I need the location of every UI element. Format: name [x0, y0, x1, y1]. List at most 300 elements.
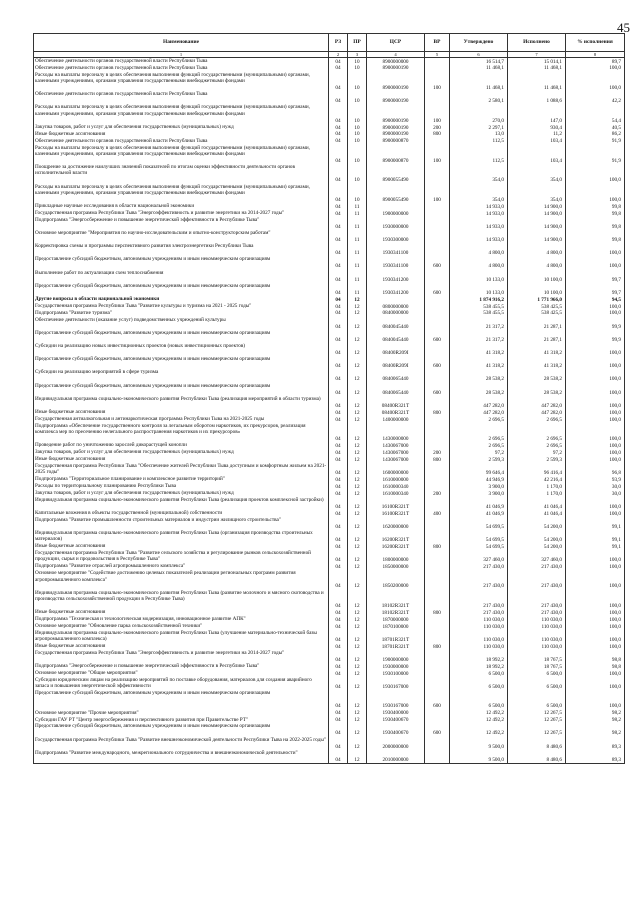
row-percent: 100,0 [566, 609, 625, 616]
row-executed: 2 696,5 [508, 416, 566, 423]
row-rz: 04 [329, 369, 348, 382]
row-approved: 14 933,0 [450, 203, 508, 210]
row-approved: 4 800,0 [450, 256, 508, 269]
row-executed: 28 538,2 [508, 383, 566, 396]
row-approved: 41 046,9 [450, 510, 508, 517]
row-executed: 217 430,0 [508, 563, 566, 570]
row-vr: 100 [425, 145, 450, 165]
row-approved: 110 030,0 [450, 616, 508, 623]
row-pr: 10 [348, 91, 367, 104]
row-name: Индивидуальная программа социально-экономического развития Республики Тыва (улучшение материально-технической базы агропромышленного комплекса) [34, 630, 329, 643]
table-row [34, 283, 625, 296]
header-pr: ПР [348, 34, 367, 52]
row-vr: 600 [425, 330, 450, 343]
row-name: Закупка товаров, работ и услуг для обеспечения государственных (муниципальных) нужд [34, 449, 329, 456]
row-name: Расходы на выплаты персоналу в целях обеспечения выполнения функций государственными (муниципальными) органами, казенными учреждениями, органами управления государственными внебюджетными фондами [34, 104, 329, 124]
row-executed: 12 267,5 [508, 723, 566, 736]
row-rz: 04 [329, 517, 348, 530]
row-approved: 97,2 [450, 449, 508, 456]
row-percent: 99,1 [566, 530, 625, 543]
row-csr: 8900000190 [367, 131, 425, 138]
row-csr: 16100R321T [367, 497, 425, 510]
row-vr [425, 270, 450, 283]
table-row [34, 723, 625, 736]
row-approved: 44 946,9 [450, 476, 508, 483]
row-executed: 217 430,0 [508, 609, 566, 616]
row-rz: 04 [329, 663, 348, 670]
row-csr: 1930000000 [367, 217, 425, 230]
table-row [34, 510, 625, 517]
row-percent: 96,8 [566, 463, 625, 476]
row-vr [425, 650, 450, 663]
row-executed: 447 282,0 [508, 396, 566, 409]
table-row [34, 230, 625, 243]
row-executed: 110 030,0 [508, 630, 566, 643]
row-csr: 0800000000 [367, 303, 425, 310]
row-name: Расходы на выплаты персоналу в целях обеспечения выполнения функций государственными (муниципальными) органами, казенными учреждениями, органами управления государственными внебюджетными фондами [34, 72, 329, 92]
table-row [34, 416, 625, 423]
row-approved: 447 282,0 [450, 409, 508, 416]
row-csr [367, 203, 425, 210]
row-name: Индивидуальная программа социально-экономического развития Республики Тыва (реализация мероприятий в области туризма) [34, 396, 329, 409]
row-pr: 11 [348, 230, 367, 243]
row-rz: 04 [329, 65, 348, 72]
table-row [34, 750, 625, 764]
row-csr: 1610000340 [367, 483, 425, 490]
row-csr: 8900000190 [367, 104, 425, 124]
row-name: Предоставление субсидий бюджетным, автономным учреждениям и иным некоммерческим организациям [34, 330, 329, 343]
row-vr [425, 396, 450, 409]
row-vr [425, 476, 450, 483]
row-approved: 14 933,0 [450, 210, 508, 217]
header-percent: % исполнения [566, 34, 625, 52]
row-pr: 12 [348, 550, 367, 563]
row-pr: 12 [348, 510, 367, 517]
row-rz: 04 [329, 677, 348, 690]
row-percent: 100,0 [566, 256, 625, 269]
row-approved: 447 282,0 [450, 396, 508, 409]
row-vr: 600 [425, 283, 450, 296]
row-executed: 8 480,6 [508, 737, 566, 750]
row-percent: 100,0 [566, 550, 625, 563]
row-pr: 12 [348, 463, 367, 476]
row-approved: 354,0 [450, 164, 508, 184]
row-pr: 12 [348, 517, 367, 530]
table-row [34, 710, 625, 717]
row-vr [425, 303, 450, 310]
row-percent: 100,0 [566, 416, 625, 423]
row-rz: 04 [329, 145, 348, 165]
row-approved: 217 430,0 [450, 590, 508, 610]
row-percent: 100,0 [566, 616, 625, 623]
row-vr [425, 750, 450, 764]
row-vr [425, 65, 450, 72]
row-vr [425, 497, 450, 510]
row-percent: 100,0 [566, 449, 625, 456]
row-rz: 04 [329, 449, 348, 456]
row-rz: 04 [329, 343, 348, 356]
row-vr [425, 230, 450, 243]
row-percent: 100,0 [566, 65, 625, 72]
row-pr: 12 [348, 543, 367, 550]
table-row [34, 643, 625, 650]
table-row [34, 210, 625, 217]
row-rz: 04 [329, 58, 348, 65]
row-name: Государственная программа Республики Тыва "Обеспечение жителей Республики Тыва доступным и комфортным жильем на 2021-2025 годы" [34, 463, 329, 476]
row-percent: 91,9 [566, 145, 625, 165]
row-name: Субсидии на реализацию новых инвестиционных проектов (новых инвестиционных проектов) [34, 343, 329, 356]
row-percent: 100,0 [566, 497, 625, 510]
row-rz: 04 [329, 643, 348, 650]
row-percent: 100,0 [566, 310, 625, 317]
table-row [34, 65, 625, 72]
row-percent: 99,8 [566, 203, 625, 210]
row-vr [425, 623, 450, 630]
row-pr: 11 [348, 256, 367, 269]
row-name: Основное мероприятие "Общие мероприятия" [34, 670, 329, 677]
row-approved: 18 992,2 [450, 663, 508, 670]
column-number: 8 [566, 52, 625, 58]
row-rz: 04 [329, 396, 348, 409]
row-name: Обеспечение деятельности органов государственной власти Республики Тыва [34, 138, 329, 145]
row-percent: 100,0 [566, 677, 625, 690]
row-csr: 08400R321T [367, 409, 425, 416]
row-csr: 0840065440 [367, 383, 425, 396]
row-name: Подпрограмма "Развитие промышленности строительных материалов и индустрии жилищного строительства" [34, 517, 329, 530]
row-percent: 100,0 [566, 690, 625, 710]
row-executed: 2 696,5 [508, 442, 566, 449]
row-name: Субсидии юридическим лицам на реализацию мероприятий по поставке оборудования, материалов для создания аварийного запаса и повышения энергетической эффективности [34, 677, 329, 690]
row-name: Предоставление субсидий бюджетным, автономным учреждениям и иным некоммерческим организациям [34, 723, 329, 736]
row-vr: 600 [425, 690, 450, 710]
row-name: Капитальные вложения в объекты государственной (муниципальной) собственности [34, 510, 329, 517]
row-csr: 08400R209I [367, 356, 425, 369]
column-number: 4 [367, 52, 425, 58]
row-rz: 04 [329, 303, 348, 310]
row-percent: 99,7 [566, 283, 625, 296]
row-vr: 100 [425, 72, 450, 92]
header-csr: ЦСР [367, 34, 425, 52]
row-executed: 103,4 [508, 138, 566, 145]
row-csr: 1930400670 [367, 717, 425, 724]
row-csr: 1610000000 [367, 476, 425, 483]
row-percent: 100,0 [566, 643, 625, 650]
row-pr: 12 [348, 317, 367, 330]
table-row [34, 449, 625, 456]
row-vr [425, 677, 450, 690]
row-executed: 15 014,1 [508, 58, 566, 65]
row-name: Государственная программа Республики Тыва "Развитие внешнеэкономической деятельности Республики Тыва на 2022-2025 годы" [34, 737, 329, 750]
row-vr [425, 530, 450, 543]
table-row [34, 590, 625, 610]
row-rz: 04 [329, 203, 348, 210]
row-vr: 800 [425, 409, 450, 416]
row-csr: 0840065440 [367, 369, 425, 382]
row-approved: 2 297,1 [450, 124, 508, 131]
row-vr: 800 [425, 609, 450, 616]
table-row [34, 356, 625, 369]
row-approved: 16 514,7 [450, 58, 508, 65]
row-vr: 600 [425, 256, 450, 269]
row-executed: 21 287,1 [508, 330, 566, 343]
row-percent: 100,0 [566, 184, 625, 204]
row-percent: 89,3 [566, 750, 625, 764]
row-vr [425, 442, 450, 449]
row-name: Государственная программа Республики Тыва "Развитие сельского хозяйства и регулирование рынков сельскохозяйственной продукции, сырья и продовольствия в Республике Тыва" [34, 550, 329, 563]
row-name: Подпрограмма "Энергосбережение и повышение энергетической эффективности в Республике Тыва" [34, 663, 329, 670]
row-name: Индивидуальная программа социально-экономического развития Республики Тыва (организация производства строительных материалов) [34, 530, 329, 543]
table-row [34, 609, 625, 616]
table-row [34, 543, 625, 550]
row-percent: 100,0 [566, 590, 625, 610]
row-vr: 100 [425, 184, 450, 204]
row-vr [425, 138, 450, 145]
row-pr: 12 [348, 670, 367, 677]
table-row [34, 530, 625, 543]
row-executed: 28 538,2 [508, 369, 566, 382]
row-csr: 1930341100 [367, 256, 425, 269]
row-pr: 12 [348, 530, 367, 543]
row-pr: 10 [348, 184, 367, 204]
row-pr: 12 [348, 663, 367, 670]
row-pr: 12 [348, 456, 367, 463]
row-pr: 10 [348, 65, 367, 72]
table-row [34, 490, 625, 497]
row-pr: 12 [348, 623, 367, 630]
row-percent: 100,0 [566, 456, 625, 463]
row-csr: 8900055490 [367, 184, 425, 204]
table-row [34, 270, 625, 283]
table-row [34, 343, 625, 356]
row-csr: 8900000190 [367, 91, 425, 104]
row-name: Иные бюджетные ассигнования [34, 643, 329, 650]
table-row [34, 423, 625, 443]
row-approved: 14 933,0 [450, 230, 508, 243]
row-csr: 2000000000 [367, 737, 425, 750]
row-vr [425, 343, 450, 356]
row-percent: 93,9 [566, 476, 625, 483]
row-name: Предоставление субсидий бюджетным, автономным учреждениям и иным некоммерческим организациям [34, 690, 329, 710]
table-row [34, 396, 625, 409]
row-pr: 12 [348, 723, 367, 736]
row-percent: 100,0 [566, 303, 625, 310]
row-approved: 354,0 [450, 184, 508, 204]
row-pr: 12 [348, 750, 367, 764]
row-percent: 100,0 [566, 72, 625, 92]
row-percent: 54,4 [566, 104, 625, 124]
row-rz: 04 [329, 590, 348, 610]
table-row [34, 91, 625, 104]
row-executed: 14 900,0 [508, 230, 566, 243]
row-csr: 1600000000 [367, 463, 425, 476]
row-csr: 0840045440 [367, 330, 425, 343]
row-rz: 04 [329, 570, 348, 590]
row-csr: 1900000000 [367, 650, 425, 663]
row-csr: 16200R321T [367, 530, 425, 543]
row-percent: 94,5 [566, 296, 625, 303]
table-row [34, 677, 625, 690]
row-percent: 100,0 [566, 164, 625, 184]
table-row [34, 138, 625, 145]
row-csr: 8900055490 [367, 164, 425, 184]
table-row [34, 690, 625, 710]
row-pr: 12 [348, 343, 367, 356]
row-pr: 12 [348, 710, 367, 717]
table-row [34, 483, 625, 490]
row-rz: 04 [329, 409, 348, 416]
row-name: Закупка товаров, работ и услуг для обеспечения государственных (муниципальных) нужд [34, 490, 329, 497]
row-pr: 12 [348, 616, 367, 623]
row-executed: 4 800,0 [508, 256, 566, 269]
row-executed: 54 200,0 [508, 543, 566, 550]
row-approved: 110 030,0 [450, 623, 508, 630]
table-row [34, 104, 625, 124]
row-name: Проведение работ по уничтожению зарослей дикорастущей конопли [34, 442, 329, 449]
row-name: Подпрограмма "Территориальное планирование и комплексное развитие территорий" [34, 476, 329, 483]
row-approved: 110 030,0 [450, 630, 508, 643]
row-percent: 99,8 [566, 210, 625, 217]
row-csr: 1800000000 [367, 550, 425, 563]
table-row [34, 131, 625, 138]
row-vr [425, 717, 450, 724]
row-csr: 8900000190 [367, 124, 425, 131]
row-name: Подпрограмма "Техническая и технологическая модернизация, инновационное развитие АПК" [34, 616, 329, 623]
row-approved: 6 500,0 [450, 690, 508, 710]
row-vr [425, 296, 450, 303]
row-pr: 12 [348, 590, 367, 610]
row-rz: 04 [329, 310, 348, 317]
row-approved: 99 646,4 [450, 463, 508, 476]
row-rz: 04 [329, 91, 348, 104]
row-executed: 6 500,0 [508, 690, 566, 710]
row-vr [425, 590, 450, 610]
row-csr: 1430067000 [367, 449, 425, 456]
row-csr: 8900000000 [367, 58, 425, 65]
row-pr: 10 [348, 138, 367, 145]
table-row [34, 630, 625, 643]
row-name: Подпрограмма "Развитие отраслей агропромышленного комплекса" [34, 563, 329, 570]
row-pr: 12 [348, 677, 367, 690]
row-executed: 103,4 [508, 145, 566, 165]
row-name: Основное мероприятие "Содействие достижению целевых показателей реализации региональных программ развития агропромышленного комплекса" [34, 570, 329, 590]
row-vr [425, 737, 450, 750]
row-percent: 100,0 [566, 670, 625, 677]
row-name: Обеспечение деятельности органов государственной власти Республики Тыва [34, 58, 329, 65]
row-vr [425, 210, 450, 217]
row-approved: 112,5 [450, 138, 508, 145]
column-number: 6 [450, 52, 508, 58]
table-row [34, 145, 625, 165]
row-rz: 04 [329, 750, 348, 764]
row-name: Основное мероприятие "Прочие мероприятия" [34, 710, 329, 717]
table-row [34, 369, 625, 382]
row-pr: 11 [348, 270, 367, 283]
row-rz: 04 [329, 217, 348, 230]
row-approved: 54 699,5 [450, 517, 508, 530]
row-pr: 12 [348, 396, 367, 409]
row-executed: 1 771 966,0 [508, 296, 566, 303]
row-pr: 11 [348, 217, 367, 230]
row-name: Основное мероприятие "Мероприятия по научно-исследовательским и опытно-конструкторским работам" [34, 230, 329, 243]
row-pr: 12 [348, 690, 367, 710]
row-csr: 18701R321T [367, 630, 425, 643]
row-vr [425, 243, 450, 256]
table-row [34, 456, 625, 463]
row-executed: 1 170,0 [508, 483, 566, 490]
row-name: Государственная программа Республики Тыва "Развитие культуры и туризма на 2021 - 2025 годы" [34, 303, 329, 310]
row-rz: 04 [329, 690, 348, 710]
table-row [34, 650, 625, 663]
row-rz: 04 [329, 530, 348, 543]
row-approved: 110 030,0 [450, 643, 508, 650]
row-csr: 16200R321T [367, 543, 425, 550]
row-percent: 100,0 [566, 570, 625, 590]
row-approved: 12 492,2 [450, 710, 508, 717]
header-row [34, 34, 625, 52]
row-vr: 100 [425, 104, 450, 124]
row-pr: 12 [348, 737, 367, 750]
row-executed: 1 170,0 [508, 490, 566, 497]
row-percent: 99,1 [566, 517, 625, 530]
row-csr: 18701R321T [367, 643, 425, 650]
row-approved: 538 455,5 [450, 310, 508, 317]
row-vr: 800 [425, 456, 450, 463]
row-pr: 12 [348, 416, 367, 423]
row-name: Расходы по территориальному планированию Республики Тыва [34, 483, 329, 490]
row-vr [425, 563, 450, 570]
row-csr: 2010000000 [367, 750, 425, 764]
row-approved: 217 430,0 [450, 563, 508, 570]
row-rz: 04 [329, 243, 348, 256]
row-percent: 100,0 [566, 623, 625, 630]
row-vr [425, 550, 450, 563]
row-approved: 6 500,0 [450, 670, 508, 677]
row-csr: 8900000870 [367, 145, 425, 165]
row-rz: 04 [329, 563, 348, 570]
row-vr: 600 [425, 723, 450, 736]
row-rz: 04 [329, 104, 348, 124]
row-approved: 2 696,5 [450, 416, 508, 423]
row-rz: 04 [329, 164, 348, 184]
row-csr: 1610000340 [367, 490, 425, 497]
row-percent: 98,2 [566, 723, 625, 736]
row-executed: 2 599,3 [508, 456, 566, 463]
header-rz: РЗ [329, 34, 348, 52]
table-row [34, 72, 625, 92]
row-csr: 1870100000 [367, 623, 425, 630]
table-row [34, 58, 625, 65]
row-csr: 1620000000 [367, 517, 425, 530]
row-csr: 1930400000 [367, 710, 425, 717]
row-rz: 04 [329, 630, 348, 643]
row-pr: 10 [348, 72, 367, 92]
row-vr: 600 [425, 383, 450, 396]
row-approved: 54 699,5 [450, 530, 508, 543]
page-number: 45 [617, 20, 630, 35]
row-executed: 11 468,1 [508, 65, 566, 72]
row-approved: 14 933,0 [450, 217, 508, 230]
row-rz: 04 [329, 609, 348, 616]
table-row [34, 550, 625, 563]
row-vr: 400 [425, 510, 450, 517]
row-percent: 86,2 [566, 131, 625, 138]
row-pr: 10 [348, 124, 367, 131]
row-percent: 98,8 [566, 650, 625, 663]
table-row [34, 442, 625, 449]
row-approved: 2 599,3 [450, 456, 508, 463]
row-executed: 110 030,0 [508, 623, 566, 630]
table-row [34, 164, 625, 184]
